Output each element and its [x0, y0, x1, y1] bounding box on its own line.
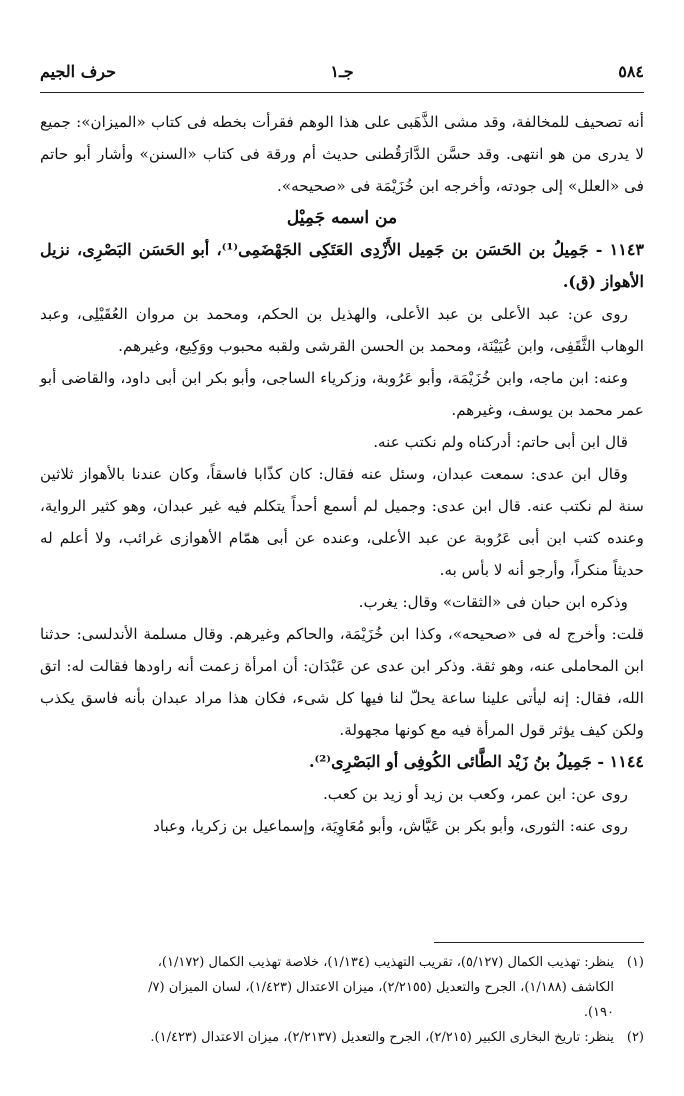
running-header: [40, 58, 644, 88]
footnotes: [40, 950, 644, 1050]
entry-1143-ibn-hibban: وذكره ابن حبان فى «الثقات» وقال: يغرب.: [358, 593, 628, 611]
entry-1143-narrated-from: روى عن: عبد الأعلى بن عبد الأعلى، والهذيل بن الحكم، ومحمد بن مروان العُقَيْلِى، وعبد الوهاب الثَّقَفِى، وابن عُيَيْنَة، ومحمد بن الحسن القرشى ولقبه محبوب ووَكِيع، وغيرهم.: [40, 305, 644, 355]
entry-1143-title: ١١٤٣ - جَمِيلُ بن الحَسَن بن جَمِيل الأَزْدِى العَتَكِى الجَهْضَمِى⁽¹⁾، أبو الحَسَن البَصْرِى، نزيل الأهواز (ق).: [40, 240, 644, 291]
footnote-number: (٢): [626, 1030, 644, 1045]
entry-1143-abu-hatim: قال ابن أبى حاتم: أدركناه ولم نكتب عنه.: [373, 433, 628, 451]
footnote-1-cont: الكاشف (١/١٨٨)، الجرح والتعديل (٢/٢١٥٥)، ميزان الاعتدال (١/٤٢٣)، لسان الميزان (٧/: [148, 980, 614, 995]
chapter-heading: من اسمه جَمِيْل: [286, 208, 398, 228]
section-title: حرف الجيم: [40, 62, 116, 81]
footnote-divider: [434, 942, 644, 943]
footnote-1-cont: ١٩٠).: [583, 1005, 614, 1020]
footnote-number: (١): [626, 955, 644, 970]
footnote-text: ينظر: تاريخ البخارى الكبير (٢/٢١٥)، الجرح والتعديل (٢/٢١٣٧)، ميزان الاعتدال (١/٤٢٣).: [150, 1030, 614, 1045]
volume-label: جـ١: [330, 62, 354, 81]
entry-1143-note: قلت: وأخرج له فى «صحيحه»، وكذا ابن خُزَيْمَة، والحاكم وغيرهم. وقال مسلمة الأندلسى: حدثنا ابن المحاملى عنه، وهو ثقة. وذكر ابن عدى عن عَبْدَان: أن امرأة زعمت أنه راودها فقالت له: اتق الله، فقال: إنه ليأتى علينا ساعة يحلّ لنا فيها كل شىء، فكان هذا مراد عبدان بأنه فاسق يكذب ولكن كيف يؤثر قول المرأة فيه مع كونها مجهولة.: [40, 625, 644, 739]
entry-1144-narrators: روى عنه: الثورى، وأبو بكر بن عَيَّاش، وأبو مُعَاوِيَة، وإسماعيل بن زكريا، وعباد: [153, 817, 628, 835]
entry-1143-narrators: وعنه: ابن ماجه، وابن خُزَيْمَة، وأبو عَرُوبة، وزكرياء الساجى، وأبو بكر ابن أبى داود، والقاضى أبو عمر محمد بن يوسف، وغيرهم.: [40, 369, 644, 419]
intro-paragraph: أنه تصحيف للمخالفة، وقد مشى الذَّهَبى على هذا الوهم فقرأت بخطه فى كتاب «الميزان»: جميع لا يدرى من هو انتهى. وقد حسَّن الدَّارَقُطنى حديث أم ورقة فى كتاب «السنن» وأشار أبو حاتم فى «العلل» إلى جودته، وأخرجه ابن خُزَيْمَة فى «صحيحه».: [40, 113, 644, 195]
entry-1144-narrated-from: روى عن: ابن عمر، وكعب بن زيد أو زيد بن كعب.: [322, 785, 628, 803]
entry-1144-title: ١١٤٤ - جَمِيلُ بنُ زَيْد الطَّائى الكُوفِى أو البَصْرِى⁽²⁾.: [308, 752, 644, 771]
page-number: ٥٨٤: [618, 62, 644, 81]
entry-1143-ibn-adi: وقال ابن عدى: سمعت عبدان، وسئل عنه فقال: كان كذّابا فاسقاً، وكان عندنا بالأهواز ثلاثين سنة لم نكتب عنه. قال ابن عدى: وجميل لم أسمع أحداً يتكلم فيه غير عبدان، وهو كثير الرواية، وعنده كتب ابن أبى عَرُوبة عن عبد الأعلى، وعنده عن أبى همّام الأهوازى غرائب، ولا أعلم له حديثاً منكراً، وأرجو أنه لا بأس به.: [40, 465, 644, 579]
footnote-1: [40, 950, 644, 975]
footnote-2: [40, 1025, 644, 1050]
header-divider: [40, 92, 644, 93]
main-text: [40, 106, 644, 842]
footnote-text: ينظر: تهذيب الكمال (٥/١٢٧)، تقريب التهذيب (١/١٣٤)، خلاصة تهذيب الكمال (١/١٧٢)،: [157, 955, 614, 970]
